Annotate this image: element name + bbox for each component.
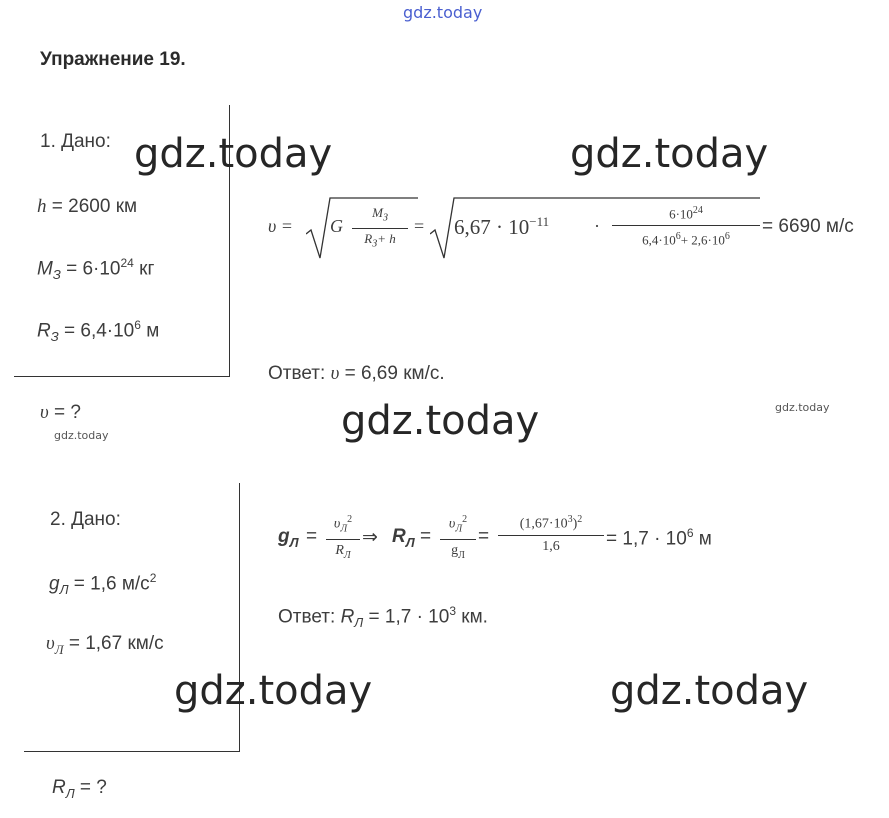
const-value: 6,67 · 10 xyxy=(454,215,530,239)
given-r-unit: м xyxy=(140,320,160,342)
answer-2 xyxy=(278,604,488,630)
find-velocity xyxy=(40,402,81,424)
formula1-lhs: υ = xyxy=(268,216,293,236)
find-r-rest: = ? xyxy=(74,777,107,798)
formula1-result: = 6690 м/с xyxy=(762,216,854,237)
frac2-den-a-exp: 6 xyxy=(675,231,681,243)
page-title: Упражнение 19. xyxy=(40,49,186,70)
formula1-frac-num xyxy=(352,204,408,229)
answer2-sub: Л xyxy=(354,615,364,631)
given-g-exp: 2 xyxy=(149,571,157,585)
formula1-frac2-den xyxy=(612,226,760,251)
answer-1 xyxy=(268,363,445,385)
answer2-exp: 3 xyxy=(449,604,456,618)
frac2-num: 6·10 xyxy=(669,206,693,222)
problem1-label: 1. Дано: xyxy=(40,131,111,152)
frac2-den-b-exp: 6 xyxy=(724,231,730,243)
given-r-exp: 6 xyxy=(134,318,141,332)
formula2-fraction-2 xyxy=(440,510,476,567)
watermark-small-1: gdz.today xyxy=(775,401,830,414)
formula1-equals: = xyxy=(414,216,425,236)
problem2-label: 2. Дано: xyxy=(50,509,121,530)
answer1-symbol: υ xyxy=(330,363,340,384)
formula1-fraction-2 xyxy=(612,200,760,252)
formula1-frac-den xyxy=(352,229,408,255)
given-g-value: = 1,6 м/с xyxy=(68,573,150,595)
formula-orbital-velocity xyxy=(268,192,878,262)
find-r-sub: Л xyxy=(65,785,75,801)
watermark-top: gdz.today xyxy=(403,3,483,22)
watermark-1: gdz.today xyxy=(134,131,333,177)
formula1-G: G xyxy=(330,216,343,236)
formula1-gravitational-constant xyxy=(454,214,549,240)
given-divider-horizontal-2 xyxy=(24,751,240,752)
given-mass-earth xyxy=(37,256,154,282)
find-radius-moon xyxy=(52,777,107,801)
formula2-eq3: = xyxy=(478,526,490,547)
given-h xyxy=(37,196,137,218)
given-v-sub: Л xyxy=(54,641,64,657)
formula2-frac2-num: $\upsilon_Л^2$ xyxy=(440,510,476,540)
frac-den-sub: З xyxy=(372,238,378,250)
watermark-5: gdz.today xyxy=(610,668,809,714)
given-v-symbol: υ xyxy=(46,633,55,654)
given-m-symbol: M xyxy=(37,258,53,280)
formula2-frac1-num: $\upsilon_Л^2$ xyxy=(326,510,360,540)
formula2-frac3-den: 1,6 xyxy=(542,538,560,554)
formula2-frac3-num: $(1,67\cdot 10^3)^2$ xyxy=(498,510,604,536)
given-g-symbol: g xyxy=(49,573,60,595)
given-h-value: = 2600 км xyxy=(46,196,138,217)
frac2-den-a: 6,4·10 xyxy=(642,232,676,248)
formula2-eq2: = xyxy=(420,526,432,547)
given-velocity-moon xyxy=(46,633,164,658)
answer2-label: Ответ: xyxy=(278,606,341,628)
formula2-frac2-den: $g_Л$ xyxy=(451,543,465,562)
watermark-3: gdz.today xyxy=(341,398,540,444)
answer2-symbol: R xyxy=(340,606,355,628)
formula2-g: $g_Л$ xyxy=(278,526,299,550)
frac-den-R: R xyxy=(364,230,373,246)
given-r-symbol: R xyxy=(37,320,51,342)
formula2-fraction-1 xyxy=(326,510,360,567)
answer2-rest: = 1,7 · 10 xyxy=(363,606,450,628)
watermark-2: gdz.today xyxy=(570,131,769,177)
formula1-dot: · xyxy=(594,216,600,236)
given-gravity-moon xyxy=(49,571,156,597)
answer2-unit: км. xyxy=(456,606,488,628)
frac-num-sub: З xyxy=(382,212,388,224)
const-exp: −11 xyxy=(529,214,550,229)
frac2-num-exp: 24 xyxy=(692,205,703,216)
answer1-label: Ответ: xyxy=(268,363,331,384)
formula2-frac1-den: $R_Л$ xyxy=(335,543,351,562)
given-m-sub: З xyxy=(52,267,61,283)
formula1-frac2-num xyxy=(612,200,760,226)
frac-num-M: M xyxy=(372,205,383,220)
given-h-symbol: h xyxy=(37,196,47,217)
formula2-result: = $1,7 \cdot 10^6$ м xyxy=(606,526,712,550)
formula-moon-radius xyxy=(278,508,748,568)
formula2-implies: ⇒ xyxy=(362,527,378,548)
given-r-value: = 6,4·10 xyxy=(58,320,135,342)
find-v-rest: = ? xyxy=(48,402,81,423)
frac-den-rest: + h xyxy=(377,230,396,246)
given-v-value: = 1,67 км/с xyxy=(63,633,164,654)
watermark-4: gdz.today xyxy=(174,668,373,714)
formula2-fraction-3 xyxy=(498,510,604,558)
given-r-sub: З xyxy=(50,329,59,345)
given-m-exp: 24 xyxy=(120,256,134,270)
find-r-symbol: R xyxy=(52,777,66,798)
given-m-value: = 6·10 xyxy=(60,258,121,280)
formula2-eq1: = xyxy=(306,526,318,547)
given-m-unit: кг xyxy=(133,258,155,280)
formula1-fraction xyxy=(352,204,408,254)
watermark-small-2: gdz.today xyxy=(54,429,109,442)
find-v-symbol: υ xyxy=(40,402,49,423)
given-radius-earth xyxy=(37,318,159,344)
given-divider-horizontal-1 xyxy=(14,376,230,377)
formula2-R: $R_Л$ xyxy=(392,526,415,550)
frac2-den-b: + 2,6·10 xyxy=(680,232,725,248)
answer1-rest: = 6,69 км/с. xyxy=(339,363,445,384)
given-g-sub: Л xyxy=(59,582,69,598)
